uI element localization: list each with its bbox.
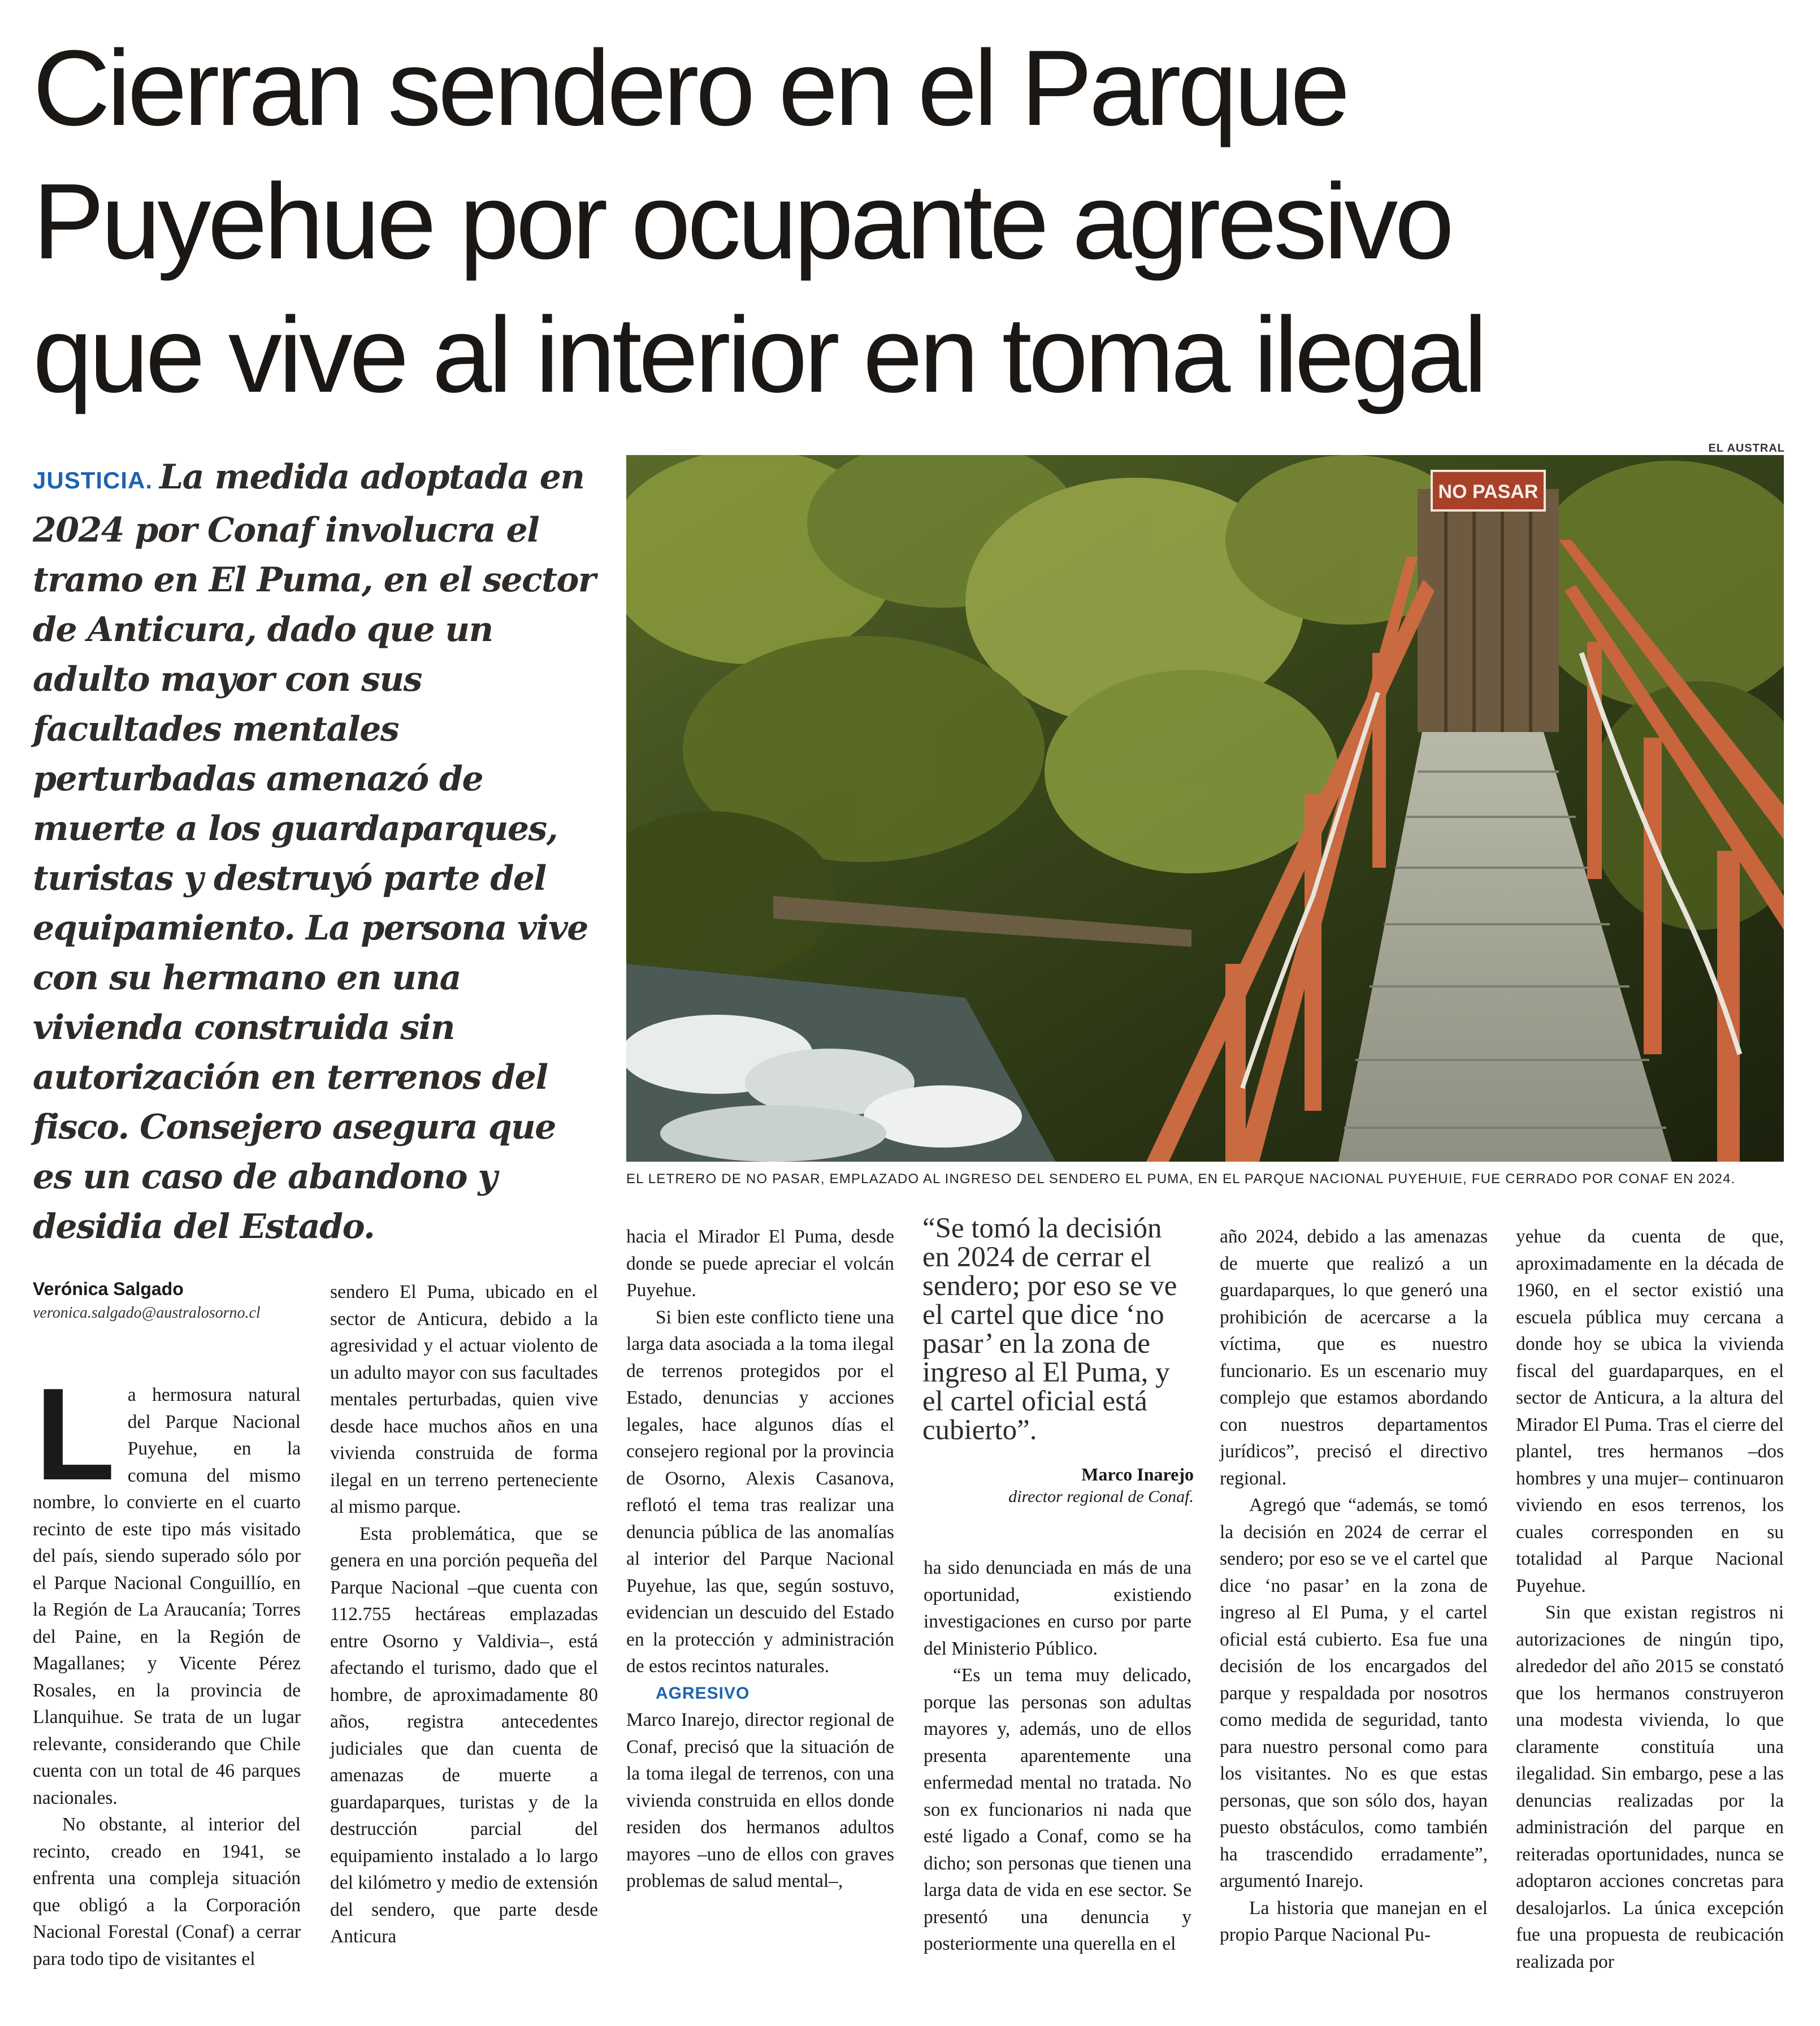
article-paragraph: yehue da cuenta de que, aproximadamente en la década de 1960, en el sector existió una escuela pública muy cercana a donde hoy se ubica la vivienda fiscal del guardaparques, en el sector de Anticura, a la altura del Mirador El Puma. Tras el cierre del plantel, tres hermanos –dos hombres y una mujer– continuaron viviendo en esos terrenos, los cuales corresponden en su totalidad al Parque Nacional Puyehue. bbox=[1516, 1226, 1784, 1596]
article-paragraph: No obstante, al interior del recinto, creado en 1941, se enfrenta una compleja situación que obligó a la Corporación Nacional Forestal (Conaf) a cerrar para todo tipo de visitantes el bbox=[33, 1814, 301, 1969]
section-subhead: AGRESIVO bbox=[656, 1683, 750, 1703]
article-paragraph: La historia que manejan en el propio Parque Nacional Pu- bbox=[1220, 1897, 1488, 1945]
lead-text: La medida adoptada en 2024 por Conaf involucra el tramo en El Puma, en el sector de Anticura, dado que un adulto mayor con sus facultades mentales perturbadas amenazó de muerte a los guardaparques, turistas y destruyó parte del equipamiento. La persona vive con su hermano en una vivienda construida sin autorización en terrenos del fisco. Consejero asegura que es un caso de abandono y desidia del Estado. bbox=[33, 457, 595, 1246]
photo-caption: EL LETRERO DE NO PASAR, EMPLAZADO AL INGRESO DEL SENDERO EL PUMA, EN EL PARQUE NACIONAL PUYEHUIE, FUE CERRADO POR CONAF EN 2024. bbox=[626, 1171, 1736, 1187]
lead-paragraph bbox=[33, 452, 598, 1252]
byline-author: Verónica Salgado bbox=[33, 1279, 184, 1299]
pull-quote bbox=[922, 1214, 1194, 1506]
article-column-4 bbox=[924, 1555, 1191, 1958]
article-paragraph: Agregó que “además, se tomó la decisión en 2024 de cerrar el sendero; por eso se ve el cartel que dice ‘no pasar’ en la zona de ingreso al El Puma, y el cartel oficial está cubierto. Esa fue una decisión de los encargados del parque y respaldada por nosotros como medida de seguridad, tanto para nuestro personal como para los visitantes. No es que estas personas, que son sólo dos, hayan puesto obstáculos, como también ha trascendido erradamente”, argumentó Inarejo. bbox=[1220, 1495, 1488, 1891]
article-column-6 bbox=[1516, 1223, 1784, 1975]
article-paragraph: Marco Inarejo, director regional de Conaf, precisó que la situación de la toma ilegal de terrenos, con una vivienda construida en ellos donde residen dos hermanos adultos mayores –uno de ellos con graves problemas de salud mental–, bbox=[626, 1709, 894, 1891]
lead-kicker: JUSTICIA. bbox=[33, 467, 153, 493]
trail-bridge-photo bbox=[626, 455, 1784, 1162]
article-paragraph: Sin que existan registros ni autorizaciones de ningún tipo, alrededor del año 2015 se constató que los hermanos construyeron una modesta vivienda, lo que claramente constituía una ilegalidad. Sin embargo, pese a las denuncias realizadas por la administración del parque en reiteradas oportunidades, nunca se adoptaron acciones concretas para desalojarlos. La única excepción fue una propuesta de reubicación realizada por bbox=[1516, 1602, 1784, 1972]
article-column-2 bbox=[330, 1279, 598, 1950]
article-paragraph: Si bien este conflicto tiene una larga data asociada a la toma ilegal de terrenos protegidos por el Estado, denuncias y acciones legales, hace algunos días el consejero regional por la provincia de Osorno, Alexis Casanova, reflotó el tema tras realizar una denuncia pública de las anomalías al interior del Parque Nacional Puyehue, las que, según sostuvo, evidencian un descuido del Estado en la protección y administración de estos recintos naturales. bbox=[626, 1306, 894, 1677]
article-paragraph: ha sido denunciada en más de una oportunidad, existiendo investigaciones en curso por parte del Ministerio Público. bbox=[924, 1557, 1191, 1659]
photo-credit: EL AUSTRAL bbox=[1708, 442, 1785, 454]
headline-line-3: que vive al interior en toma ilegal bbox=[33, 295, 1484, 415]
article-paragraph: Esta problemática, que se genera en una porción pequeña del Parque Nacional –que cuenta con 112.755 hectáreas emplazadas entre Osorno y Valdivia–, está afectando el turismo, dado que el hombre, de aproximadamente 80 años, registra antecedentes judiciales que dan cuenta de amenazas de muerte a guardaparques, turistas y de la destrucción parcial del equipamiento instalado a lo largo del kilómetro y medio de extensión del sendero, que parte desde Anticura bbox=[330, 1523, 598, 1947]
article-paragraph: “Es un tema muy delicado, porque las personas son adultas mayores y, además, uno de ellos presenta aparentemente una enfermedad mental no tratada. No son ex funcionarios ni nada que esté ligado a Conaf, como se ha dicho; son personas que tienen una larga data de vida en ese sector. Se presentó una denuncia y posteriormente una querella en el bbox=[924, 1665, 1191, 1954]
article-paragraph: sendero El Puma, ubicado en el sector de Anticura, debido a la agresividad y el actuar violento de un adulto mayor con sus facultades mentales perturbadas, quien vive desde hace muchos años en una vivienda construida de forma ilegal en un terreno perteneciente al mismo parque. bbox=[330, 1282, 598, 1517]
article-column-3 bbox=[626, 1223, 894, 1895]
headline-line-1: Cierran sendero en el Parque bbox=[33, 28, 1347, 148]
pull-quote-role: director regional de Conaf. bbox=[1008, 1487, 1194, 1506]
wooden-gate bbox=[1418, 489, 1559, 732]
pull-quote-author: Marco Inarejo bbox=[1081, 1464, 1194, 1484]
article-paragraph: La hermosura natural del Parque Nacional Puyehue, en la comuna del mismo nombre, lo convierte en el cuarto recinto de este tipo más visitado del país, siendo superado sólo por el Parque Nacional Conguillío, en la Región de La Araucanía; Torres del Paine, en la Región de Magallanes; y Vicente Pérez Rosales, en la provincia de Llanquihue. Se trata de un lugar relevante, considerando que Chile cuenta con un total de 46 parques nacionales. bbox=[33, 1361, 301, 1808]
no-pasar-sign-text: NO PASAR bbox=[1438, 481, 1539, 503]
article-column-1 bbox=[33, 1361, 301, 1972]
headline bbox=[33, 21, 1796, 422]
article-column-5 bbox=[1220, 1223, 1488, 1949]
byline-email[interactable]: veronica.salgado@australosorno.cl bbox=[33, 1304, 261, 1322]
article-paragraph: año 2024, debido a las amenazas de muerte que realizó a un guardaparques, lo que generó una prohibición de acercarse a la víctima, que es nuestro funcionario. Es un escenario muy complejo que estamos abordando con nuestros departamentos jurídicos”, precisó el directivo regional. bbox=[1220, 1226, 1488, 1489]
drop-cap: L bbox=[35, 1361, 115, 1508]
headline-line-2: Puyehue por ocupante agresivo bbox=[33, 162, 1451, 282]
pull-quote-text: “Se tomó la decisión en 2024 de cerrar el sendero; por eso se ve el cartel que dice ‘no pasar’ en la zona de ingreso al El Puma, y el cartel oficial está cubierto”. bbox=[922, 1213, 1177, 1446]
article-paragraph: hacia el Mirador El Puma, desde donde se puede apreciar el volcán Puyehue. bbox=[626, 1226, 894, 1301]
